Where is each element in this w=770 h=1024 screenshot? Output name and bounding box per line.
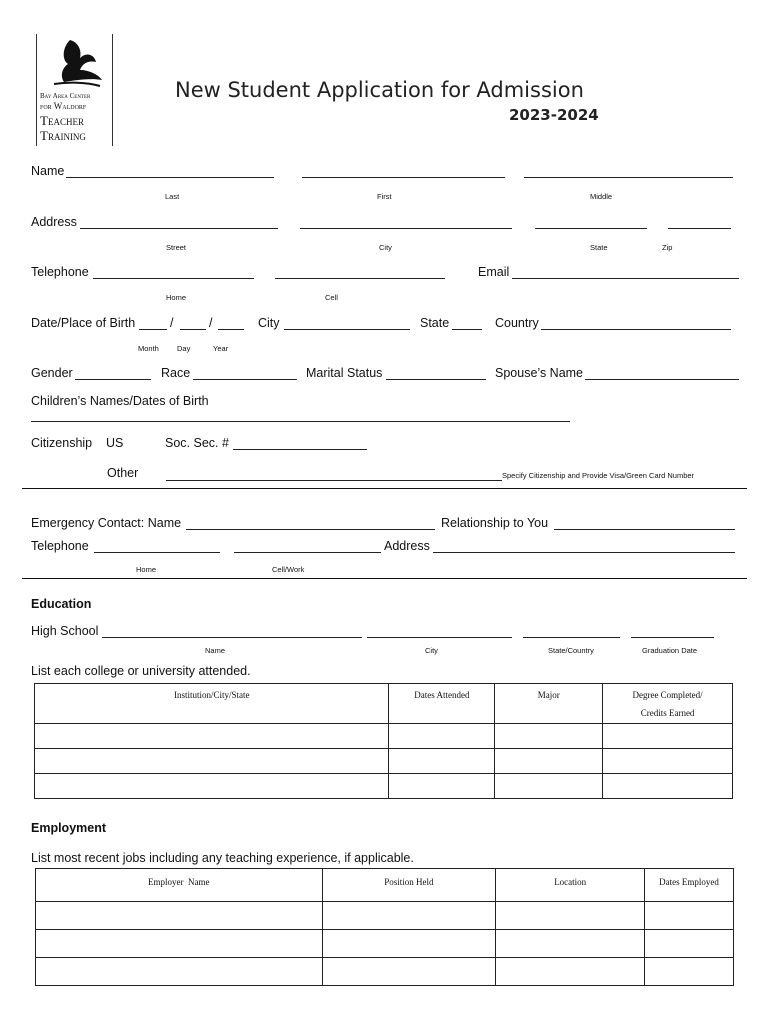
logo-left-rule xyxy=(36,34,37,146)
emergency-telephone-home-field[interactable] xyxy=(94,552,220,553)
name-middle-caption: Middle xyxy=(590,192,613,201)
col-degree-line2: Credits Earned xyxy=(640,708,695,718)
logo-line-2: for Waldorf xyxy=(40,101,87,111)
page-title: New Student Application for Admission xyxy=(175,78,584,102)
telephone-cell-field[interactable] xyxy=(275,278,445,279)
col-degree-line1: Degree Completed/ xyxy=(632,690,703,700)
employment-heading: Employment xyxy=(31,821,107,835)
spouse-label: Spouse’s Name xyxy=(495,366,584,380)
citizenship-note: Specify Citizenship and Provide Visa/Green Card Number xyxy=(502,471,695,480)
table-row[interactable] xyxy=(35,749,733,774)
high-school-name-field[interactable] xyxy=(102,637,362,638)
col-dates-employed: Dates Employed xyxy=(645,869,734,902)
marital-label: Marital Status xyxy=(306,366,383,380)
dob-state-label: State xyxy=(420,316,450,330)
dob-year-caption: Year xyxy=(213,344,229,353)
dob-day-field[interactable] xyxy=(180,329,206,330)
address-state-field[interactable] xyxy=(535,228,647,229)
emergency-address-label: Address xyxy=(384,539,430,553)
telephone-cell-caption: Cell xyxy=(325,293,338,302)
children-label: Children’s Names/Dates of Birth xyxy=(31,394,209,408)
emergency-address-field[interactable] xyxy=(433,552,735,553)
logo-line-3: Teacher xyxy=(40,113,84,128)
dob-label: Date/Place of Birth xyxy=(31,316,136,330)
ssn-label: Soc. Sec. # xyxy=(165,436,229,450)
citizenship-other-field[interactable] xyxy=(166,480,502,481)
telephone-label: Telephone xyxy=(31,265,89,279)
address-state-caption: State xyxy=(590,243,608,252)
address-street-caption: Street xyxy=(166,243,187,252)
spouse-field[interactable] xyxy=(585,379,739,380)
name-last-field[interactable] xyxy=(66,177,274,178)
col-position: Position Held xyxy=(322,869,496,902)
section-divider-2 xyxy=(22,578,747,579)
hs-name-caption: Name xyxy=(205,646,226,655)
dob-day-caption: Day xyxy=(177,344,191,353)
citizenship-label: Citizenship xyxy=(31,436,93,450)
emergency-telephone-label: Telephone xyxy=(31,539,89,553)
table-row[interactable] xyxy=(36,902,734,930)
high-school-city-field[interactable] xyxy=(367,637,512,638)
logo-line-4: Training xyxy=(40,128,86,143)
address-label: Address xyxy=(31,215,77,229)
address-zip-caption: Zip xyxy=(662,243,673,252)
col-location: Location xyxy=(496,869,645,902)
telephone-home-field[interactable] xyxy=(93,278,254,279)
address-city-field[interactable] xyxy=(300,228,512,229)
dob-month-caption: Month xyxy=(138,344,159,353)
employment-table xyxy=(35,868,734,986)
children-field[interactable] xyxy=(31,421,570,422)
employment-intro: List most recent jobs including any teaching experience, if applicable. xyxy=(31,851,414,865)
marital-field[interactable] xyxy=(386,379,486,380)
logo-line-1: Bay Area Center xyxy=(40,92,91,100)
high-school-label: High School xyxy=(31,624,99,638)
dob-slash-2: / xyxy=(209,316,213,330)
email-label: Email xyxy=(478,265,510,279)
address-zip-field[interactable] xyxy=(668,228,731,229)
college-intro: List each college or university attended. xyxy=(31,664,251,678)
col-degree xyxy=(603,684,733,724)
emergency-contact-label: Emergency Contact: Name xyxy=(31,516,182,530)
dob-state-field[interactable] xyxy=(452,329,482,330)
table-header-row xyxy=(35,684,733,724)
education-heading: Education xyxy=(31,597,92,611)
table-header-row xyxy=(36,869,734,902)
citizenship-other[interactable]: Other xyxy=(107,466,139,480)
emergency-contact-field[interactable] xyxy=(186,529,435,530)
table-row[interactable] xyxy=(36,958,734,986)
hs-state-caption: State/Country xyxy=(548,646,594,655)
emergency-telephone-cell-field[interactable] xyxy=(234,552,381,553)
col-dates-attended: Dates Attended xyxy=(389,684,495,724)
dob-city-field[interactable] xyxy=(284,329,410,330)
col-employer: Employer Name xyxy=(36,869,323,902)
address-street-field[interactable] xyxy=(80,228,278,229)
telephone-home-caption: Home xyxy=(166,293,187,302)
dob-year-field[interactable] xyxy=(218,329,244,330)
col-major: Major xyxy=(495,684,603,724)
gender-field[interactable] xyxy=(75,379,151,380)
table-row[interactable] xyxy=(35,774,733,799)
page-year: 2023-2024 xyxy=(509,106,599,124)
gender-label: Gender xyxy=(31,366,73,380)
race-label: Race xyxy=(161,366,191,380)
citizenship-us[interactable]: US xyxy=(106,436,124,450)
col-institution: Institution/City/State xyxy=(35,684,389,724)
hs-grad-caption: Graduation Date xyxy=(642,646,698,655)
high-school-state-field[interactable] xyxy=(523,637,620,638)
high-school-grad-field[interactable] xyxy=(631,637,714,638)
college-table xyxy=(34,683,733,799)
table-row[interactable] xyxy=(36,930,734,958)
emergency-cellwork-caption: Cell/Work xyxy=(272,565,305,574)
dob-country-label: Country xyxy=(495,316,539,330)
dob-month-field[interactable] xyxy=(139,329,167,330)
hs-city-caption: City xyxy=(425,646,438,655)
logo-bird-icon xyxy=(48,36,104,92)
relationship-field[interactable] xyxy=(554,529,735,530)
dob-slash-1: / xyxy=(170,316,174,330)
logo-right-rule xyxy=(112,34,113,146)
emergency-home-caption: Home xyxy=(136,565,157,574)
relationship-label: Relationship to You xyxy=(441,516,549,530)
address-city-caption: City xyxy=(379,243,392,252)
name-label: Name xyxy=(31,164,65,178)
dob-city-label: City xyxy=(258,316,280,330)
race-field[interactable] xyxy=(193,379,297,380)
dob-country-field[interactable] xyxy=(541,329,731,330)
section-divider-1 xyxy=(22,488,747,489)
table-row[interactable] xyxy=(35,724,733,749)
name-middle-field[interactable] xyxy=(524,177,733,178)
name-first-field[interactable] xyxy=(302,177,505,178)
email-field[interactable] xyxy=(512,278,739,279)
name-first-caption: First xyxy=(377,192,392,201)
name-last-caption: Last xyxy=(165,192,180,201)
ssn-field[interactable] xyxy=(233,449,367,450)
